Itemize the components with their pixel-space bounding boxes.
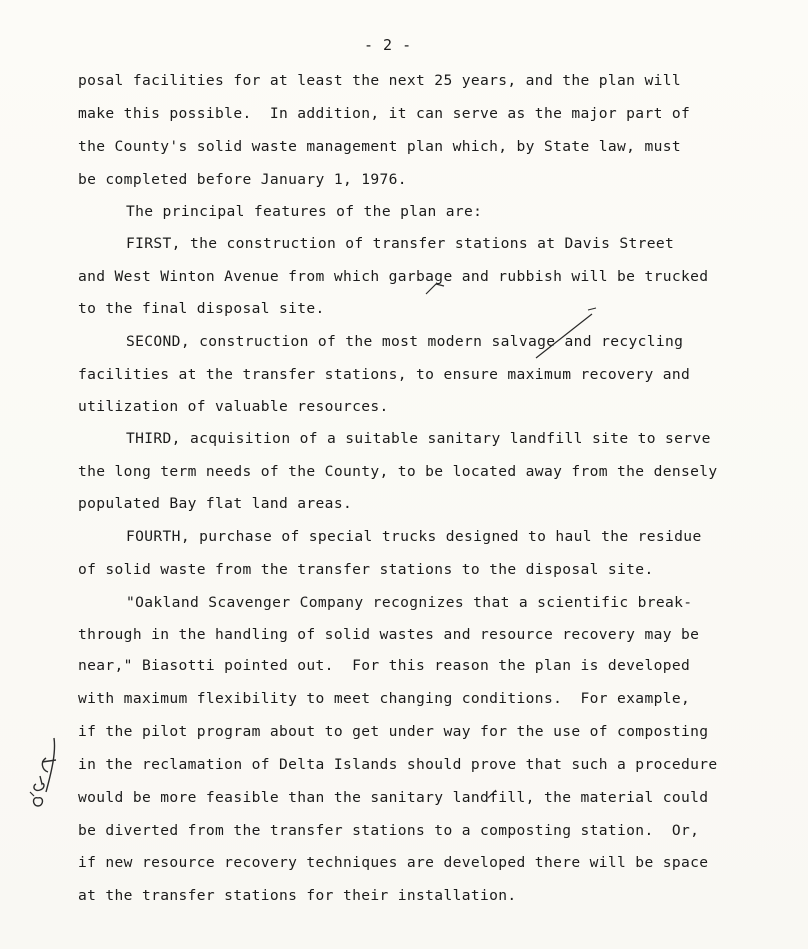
body-line-7: and West Winton Avenue from which garbage and rubbish will be trucked: [78, 268, 709, 285]
body-line-5: The principal features of the plan are:: [126, 203, 483, 220]
body-line-4: be completed before January 1, 1976.: [78, 171, 407, 188]
body-line-3: the County's solid waste management plan which, by State law, must: [78, 138, 681, 155]
body-line-22: in the reclamation of Delta Islands should prove that such a procedure: [78, 756, 718, 773]
body-line-11: utilization of valuable resources.: [78, 398, 389, 415]
body-line-23: would be more feasible than the sanitary landfill, the material could: [78, 789, 709, 806]
body-line-13: the long term needs of the County, to be located away from the densely: [78, 463, 718, 480]
body-line-10: facilities at the transfer stations, to ensure maximum recovery and: [78, 366, 691, 383]
body-line-14: populated Bay flat land areas.: [78, 495, 353, 512]
body-line-1: posal facilities for at least the next 25 years, and the plan will: [78, 72, 681, 89]
body-line-12: THIRD, acquisition of a suitable sanitary landfill site to serve: [126, 430, 711, 447]
body-line-2: make this possible. In addition, it can serve as the major part of: [78, 105, 691, 122]
body-line-18: through in the handling of solid wastes and resource recovery may be: [78, 626, 700, 643]
body-line-20: with maximum flexibility to meet changing conditions. For example,: [78, 690, 691, 707]
body-line-16: of solid waste from the transfer stations to the disposal site.: [78, 561, 654, 578]
body-line-9: SECOND, construction of the most modern salvage and recycling: [126, 333, 684, 350]
body-line-17: "Oakland Scavenger Company recognizes that a scientific break-: [126, 594, 693, 611]
body-line-8: to the final disposal site.: [78, 300, 325, 317]
page-number: - 2 -: [364, 36, 412, 54]
body-line-26: at the transfer stations for their installation.: [78, 887, 517, 904]
body-line-25: if new resource recovery techniques are developed there will be space: [78, 854, 709, 871]
body-line-19: near," Biasotti pointed out. For this reason the plan is developed: [78, 657, 691, 674]
handwritten-out-note: [24, 732, 72, 822]
edit-mark-garbage: [424, 282, 448, 296]
body-line-21: if the pilot program about to get under way for the use of composting: [78, 723, 709, 740]
body-line-15: FOURTH, purchase of special trucks designed to haul the residue: [126, 528, 702, 545]
body-line-24: be diverted from the transfer stations to a composting station. Or,: [78, 822, 700, 839]
edit-mark-salvage: [530, 306, 602, 362]
edit-mark-landfill: [486, 788, 500, 800]
body-line-6: FIRST, the construction of transfer stations at Davis Street: [126, 235, 675, 252]
